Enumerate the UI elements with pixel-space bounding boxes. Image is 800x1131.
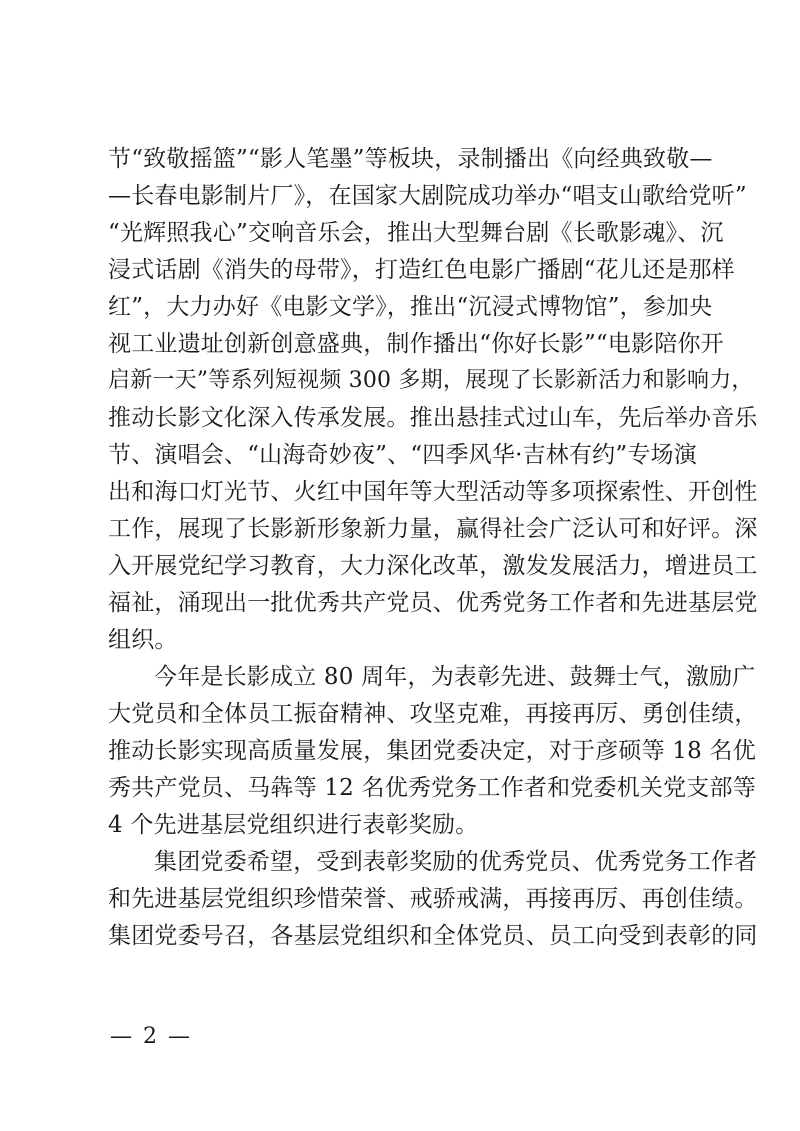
text-line: 入开展党纪学习教育，大力深化改革，激发发展活力，增进员工 xyxy=(108,553,758,579)
text-line: 集团党委号召，各基层党组织和全体党员、员工向受到表彰的同 xyxy=(108,923,758,949)
text-line: 4 个先进基层党组织进行表彰奖励。 xyxy=(108,812,479,838)
text-line: 视工业遗址创新创意盛典，制作播出“你好长影”“电影陪你开 xyxy=(108,331,724,357)
text-line: 和先进基层党组织珍惜荣誉、戒骄戒满，再接再厉、再创佳绩。 xyxy=(108,886,758,912)
text-line: 组织。 xyxy=(108,627,178,653)
text-line: 大党员和全体员工振奋精神、攻坚克难，再接再厉、勇创佳绩， xyxy=(108,701,758,727)
text-line: 集团党委希望，受到表彰奖励的优秀党员、优秀党务工作者 xyxy=(154,849,758,875)
text-line: —长春电影制片厂》，在国家大剧院成功举办“唱支山歌给党听” xyxy=(108,183,747,209)
text-line: 出和海口灯光节、火红中国年等大型活动等多项探索性、开创性 xyxy=(108,479,758,505)
text-line: 节、演唱会、“山海奇妙夜”、“四季风华·吉林有约”专场演 xyxy=(108,442,697,468)
text-line: 推动长影文化深入传承发展。推出悬挂式过山车，先后举办音乐 xyxy=(108,405,758,431)
text-line: 今年是长影成立 80 周年，为表彰先进、鼓舞士气，激励广 xyxy=(154,664,756,690)
text-line: “光辉照我心”交响音乐会，推出大型舞台剧《长歌影魂》、沉 xyxy=(108,220,724,246)
text-line: 推动长影实现高质量发展，集团党委决定，对于彦硕等 18 名优 xyxy=(108,738,756,764)
text-line: 浸式话剧《消失的母带》，打造红色电影广播剧“花儿还是那样 xyxy=(108,257,735,283)
text-line: 红”，大力办好《电影文学》，推出“沉浸式博物馆”，参加央 xyxy=(108,294,713,320)
text-line: 工作，展现了长影新形象新力量，赢得社会广泛认可和好评。深 xyxy=(108,516,758,542)
text-line: 节“致敬摇篮”“影人笔墨”等板块，录制播出《向经典致敬— xyxy=(108,146,713,172)
text-line: 福祉，涌现出一批优秀共产党员、优秀党务工作者和先进基层党 xyxy=(108,590,758,616)
text-line: 启新一天”等系列短视频 300 多期，展现了长影新活力和影响力， xyxy=(108,368,754,393)
page-number: — 2 — xyxy=(110,1024,192,1049)
text-line: 秀共产党员、马犇等 12 名优秀党务工作者和党委机关党支部等 xyxy=(108,775,756,801)
